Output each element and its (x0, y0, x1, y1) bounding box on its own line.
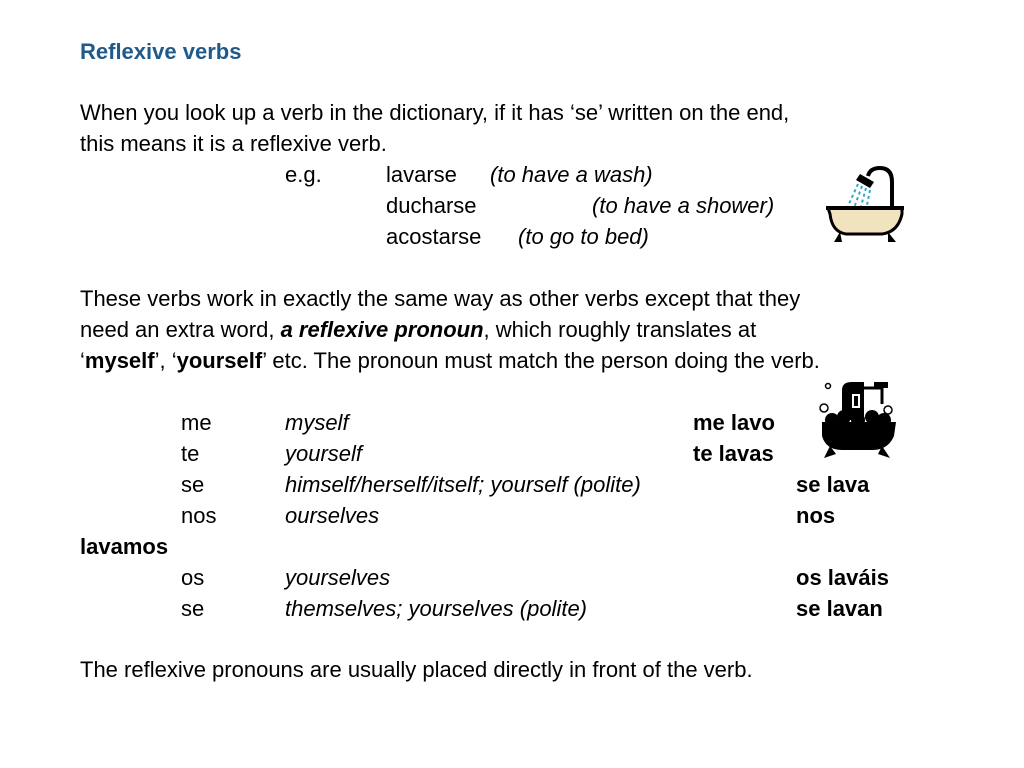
explanation-line-3 (80, 348, 820, 374)
example-verb-1: lavarse (386, 162, 457, 187)
english-myself: myself (285, 410, 349, 435)
example-meaning-2: (to have a shower) (592, 193, 775, 218)
bubble-bath-icon (816, 380, 898, 460)
english-ourselves: ourselves (285, 503, 380, 528)
reflexive-pronoun-term: a reflexive pronoun (280, 317, 484, 342)
pronoun-se-plural: se (181, 596, 205, 621)
example-nos: nos (796, 503, 836, 528)
example-verb-3: acostarse (386, 224, 482, 249)
myself-word: myself (84, 348, 155, 373)
explanation-line-3-post: ’ etc. The pronoun must match the person doing the verb. (262, 348, 820, 373)
yourself-word: yourself (176, 348, 263, 373)
example-me-lavo: me lavo (693, 410, 775, 435)
page-title: Reflexive verbs (80, 39, 242, 64)
example-verb-2: ducharse (386, 193, 477, 218)
english-yourself: yourself (285, 441, 363, 466)
pronoun-nos: nos (181, 503, 217, 528)
english-themselves: themselves; yourselves (polite) (285, 596, 588, 621)
pronoun-te: te (181, 441, 200, 466)
example-meaning-3: (to go to bed) (518, 224, 649, 249)
example-se-lavan: se lavan (796, 596, 883, 621)
english-yourselves: yourselves (285, 565, 391, 590)
intro-line-1: When you look up a verb in the dictionary, if it has ‘se’ written on the end, (80, 100, 790, 125)
example-se-lava: se lava (796, 472, 870, 497)
explanation-line-2-pre: need an extra word, (80, 317, 281, 342)
example-meaning-1: (to have a wash) (490, 162, 653, 187)
pronoun-se: se (181, 472, 205, 497)
pronoun-os: os (181, 565, 205, 590)
conclusion: The reflexive pronouns are usually placed directly in front of the verb. (80, 657, 753, 682)
quote-open: ‘ (80, 348, 85, 373)
pronoun-me: me (181, 410, 212, 435)
quote-mid: ’, ‘ (154, 348, 177, 373)
intro-line-2: this means it is a reflexive verb. (80, 131, 387, 156)
explanation-line-2 (80, 317, 756, 343)
example-te-lavas: te lavas (693, 441, 774, 466)
example-lavamos: lavamos (80, 534, 169, 559)
explanation-line-1: These verbs work in exactly the same way as other verbs except that they (80, 286, 801, 311)
example-label: e.g. (285, 162, 322, 187)
bathtub-shower-icon (826, 160, 906, 244)
english-himself-herself: himself/herself/itself; yourself (polite) (285, 472, 641, 497)
explanation-line-2-post: , which roughly translates at (483, 317, 757, 342)
example-os-lavais: os laváis (796, 565, 889, 590)
